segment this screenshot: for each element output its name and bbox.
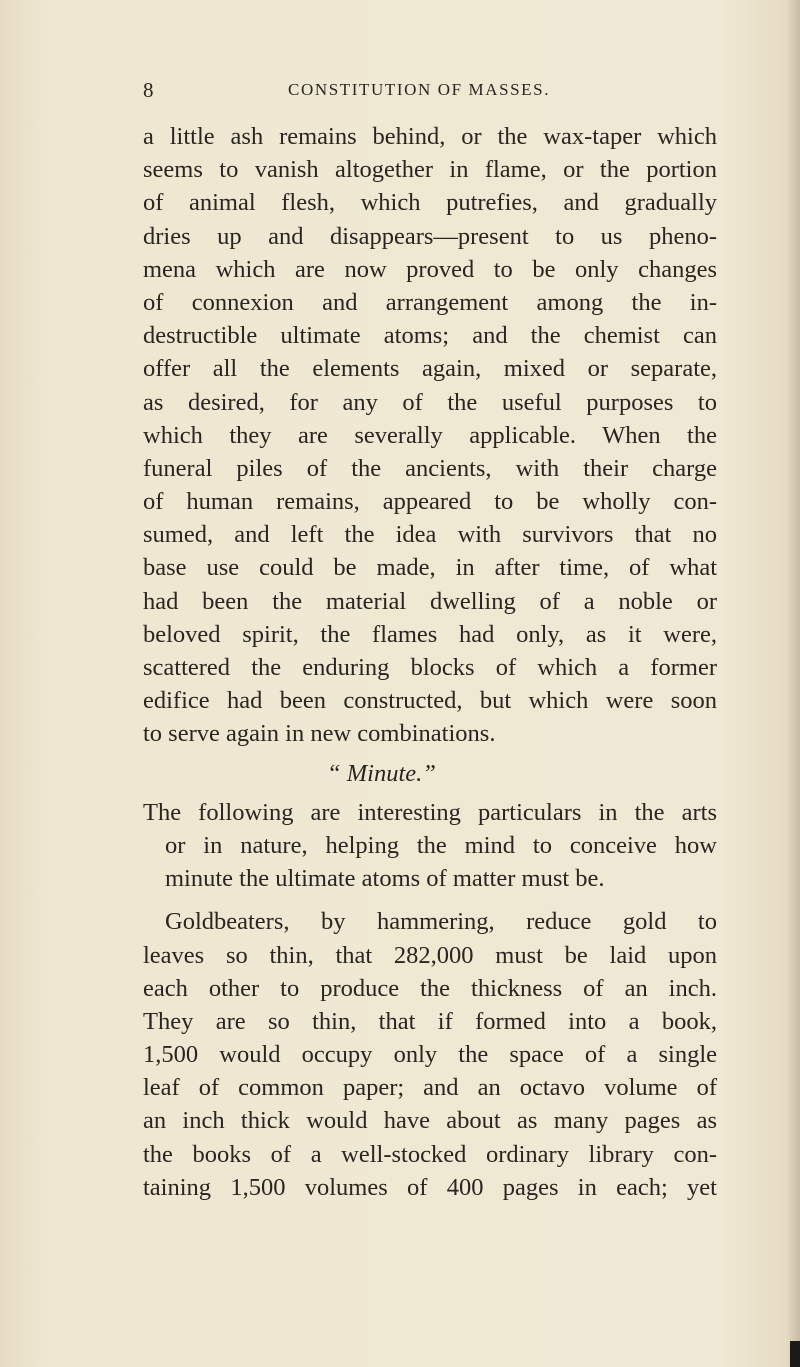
text-line: the books of a well-stocked ordinary library con- [143, 1140, 717, 1168]
section-heading: “ Minute.” [327, 759, 436, 787]
text-line: Goldbeaters, by hammering, reduce gold to [165, 908, 717, 936]
text-line: They are so thin, that if formed into a book, [143, 1007, 717, 1035]
text-line: scattered the enduring blocks of which a former [143, 654, 717, 681]
text-line: of human remains, appeared to be wholly con- [143, 488, 717, 516]
text-line: seems to vanish altogether in flame, or the portion [143, 156, 717, 184]
page-number: 8 [143, 78, 155, 102]
text-line: or in nature, helping the mind to conceive how [165, 831, 717, 859]
text-line: offer all the elements again, mixed or separate, [143, 355, 717, 383]
text-line: taining 1,500 volumes of 400 pages in each; yet [143, 1173, 717, 1201]
text-line: which they are severally applicable. When the [143, 421, 717, 449]
text-line: 1,500 would occupy only the space of a single [143, 1041, 717, 1069]
paragraph-3 [143, 905, 717, 1204]
text-line: funeral piles of the ancients, with their charge [143, 454, 717, 482]
text-line: each other to produce the thickness of an inch. [143, 974, 717, 1002]
text-line: The following are interesting particulars in the arts [143, 798, 717, 826]
text-line: an inch thick would have about as many pages as [143, 1107, 717, 1135]
text-line: of animal flesh, which putrefies, and gradually [143, 189, 717, 217]
text-line: to serve again in new combinations. [143, 720, 496, 748]
text-line: sumed, and left the idea with survivors that no [143, 521, 717, 549]
body-text [143, 120, 717, 1204]
text-line: dries up and disappears—present to us pheno- [143, 222, 717, 250]
text-line: destructible ultimate atoms; and the chemist can [143, 322, 717, 350]
text-line: as desired, for any of the useful purposes to [143, 388, 717, 416]
running-header [0, 78, 800, 108]
text-line: leaves so thin, that 282,000 must be laid upon [143, 941, 717, 969]
text-line: mena which are now proved to be only changes [143, 255, 717, 283]
text-line: base use could be made, in after time, of what [143, 554, 717, 582]
page-edge-shadow [786, 0, 800, 1367]
paragraph-1 [143, 120, 717, 751]
running-title: CONSTITUTION OF MASSES. [288, 80, 551, 99]
text-line: a little ash remains behind, or the wax-taper which [143, 123, 717, 150]
text-line: minute the ultimate atoms of matter must be. [165, 865, 605, 893]
text-line: edifice had been constructed, but which were soon [143, 687, 717, 715]
text-line: leaf of common paper; and an octavo volume of [143, 1074, 717, 1102]
paragraph-2 [143, 796, 717, 896]
text-line: of connexion and arrangement among the in- [143, 288, 717, 316]
text-line: beloved spirit, the flames had only, as it were, [143, 620, 717, 648]
corner-mark [790, 1341, 800, 1367]
text-line: had been the material dwelling of a noble or [143, 587, 717, 615]
